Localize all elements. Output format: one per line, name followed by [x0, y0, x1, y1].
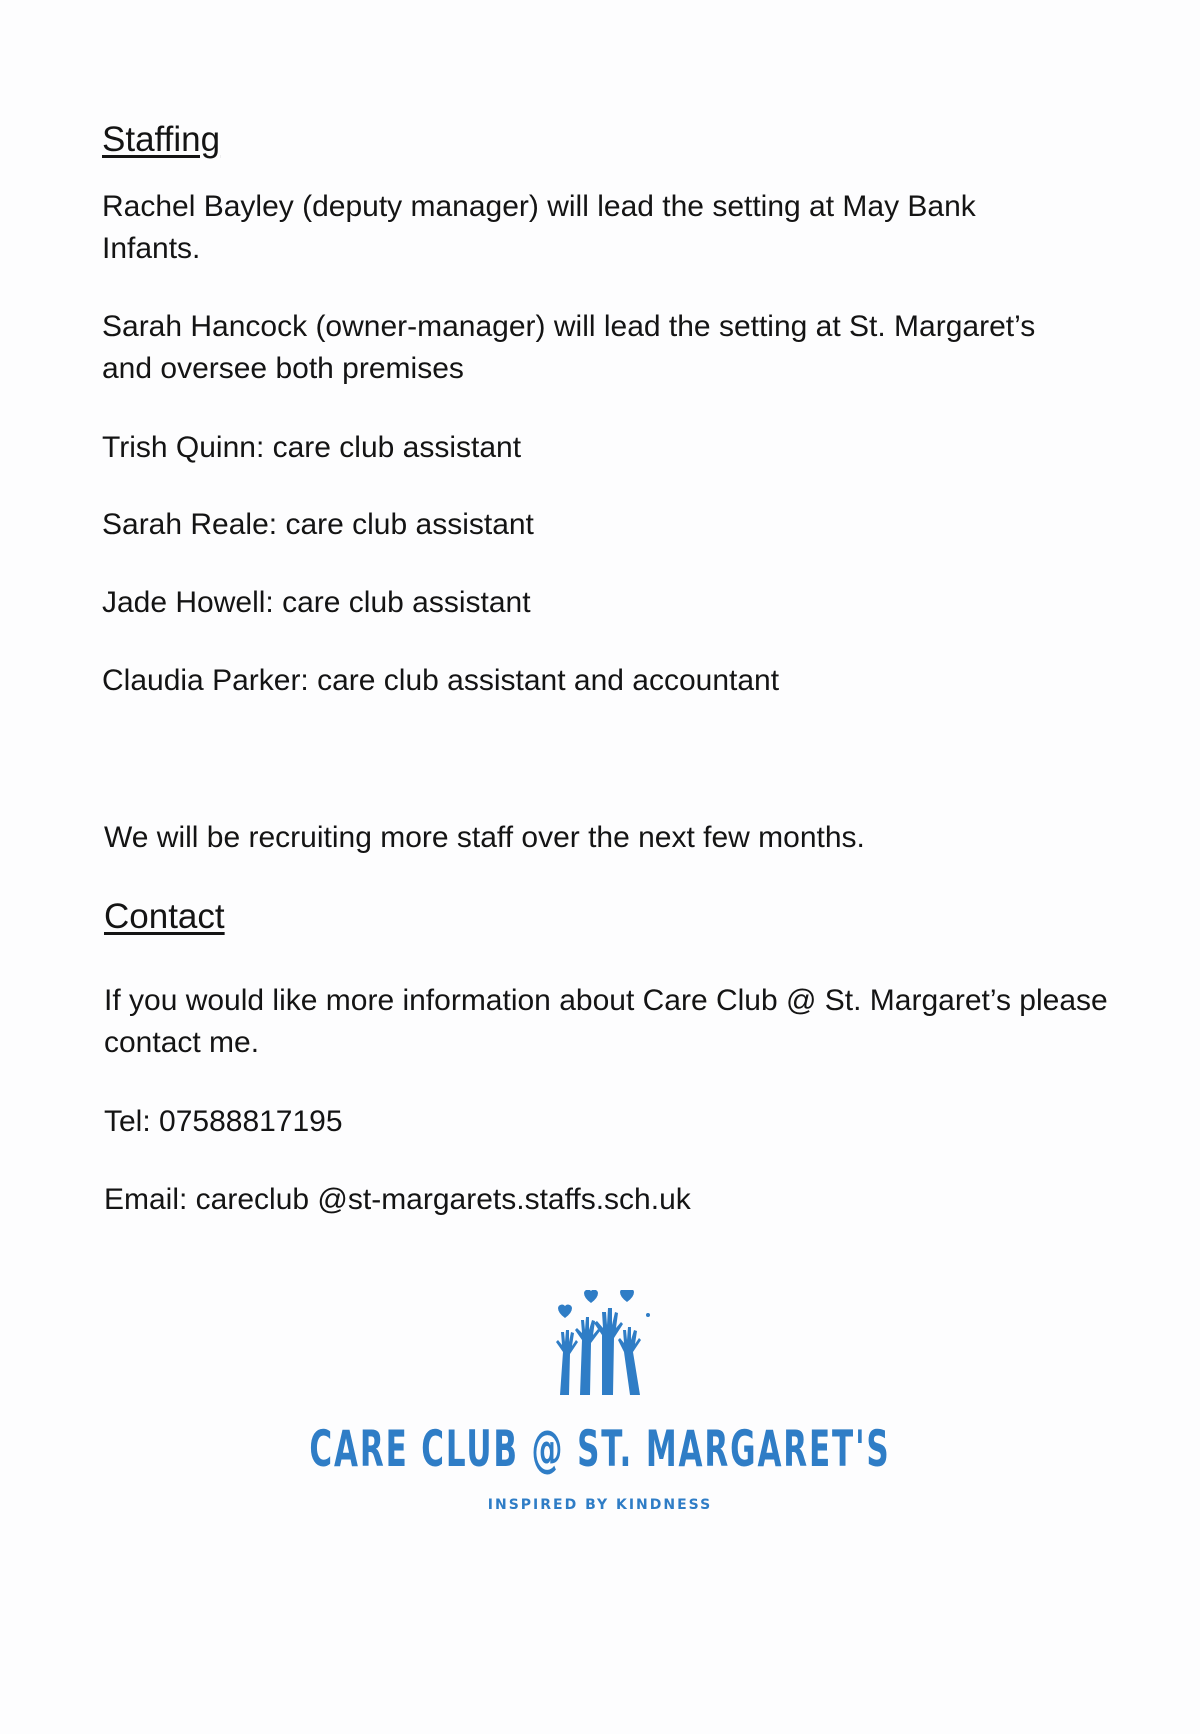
- recruiting-note: We will be recruiting more staff over the next few months.: [104, 821, 865, 854]
- staff-item-trish: Trish Quinn: care club assistant: [102, 431, 522, 464]
- staff-item-sarah-reale: Sarah Reale: care club assistant: [102, 508, 534, 541]
- staff-paragraph-rachel: Rachel Bayley (deputy manager) will lead the setting at May Bank Infants.: [102, 190, 976, 265]
- staff-paragraph-sarah-hancock: Sarah Hancock (owner-manager) will lead the setting at St. Margaret’s and oversee both premises: [102, 310, 1036, 385]
- staff-item-jade: Jade Howell: care club assistant: [102, 586, 531, 619]
- contact-intro: If you would like more information about Care Club @ St. Margaret’s please contact me.: [104, 984, 1108, 1059]
- contact-email[interactable]: Email: careclub @st-margarets.staffs.sch.uk: [104, 1183, 691, 1216]
- logo-tagline: INSPIRED BY KINDNESS: [487, 1497, 713, 1513]
- raised-hands-hearts-icon: [550, 1290, 670, 1400]
- logo-title: CARE CLUB @ ST. MARGARET'S: [309, 1420, 891, 1478]
- staffing-heading: Staffing: [102, 120, 221, 159]
- contact-heading: Contact: [104, 897, 225, 936]
- contact-tel: Tel: 07588817195: [104, 1105, 343, 1138]
- staff-item-claudia: Claudia Parker: care club assistant and accountant: [102, 664, 780, 697]
